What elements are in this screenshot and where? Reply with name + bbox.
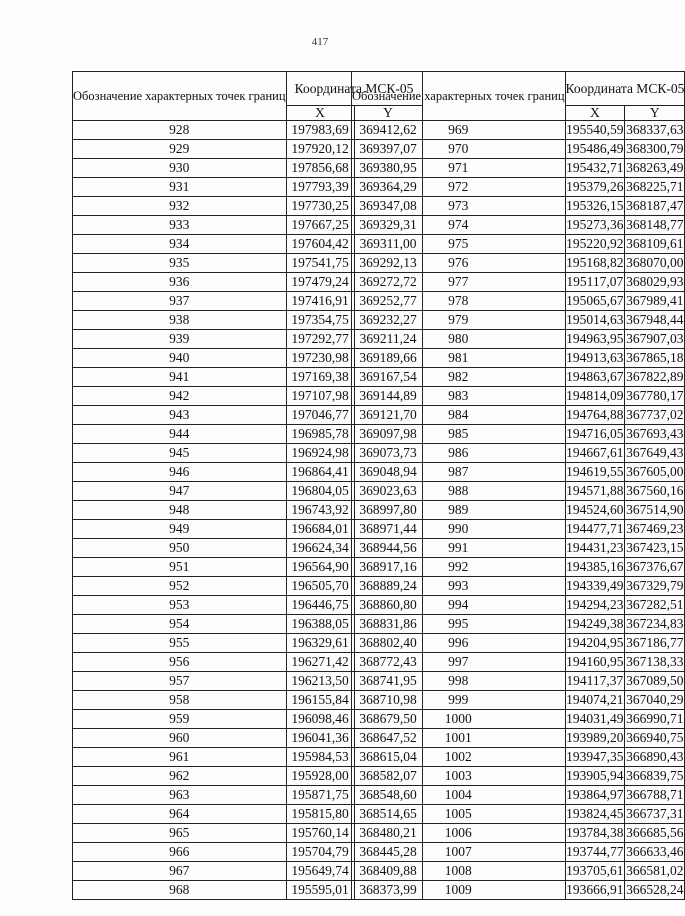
table-row xyxy=(352,824,685,843)
point-number-cell: 935 xyxy=(73,254,287,273)
x-coordinate-cell: 195649,74 xyxy=(286,862,354,881)
point-number-cell: 951 xyxy=(73,558,287,577)
x-coordinate-cell: 195273,36 xyxy=(565,216,625,235)
y-coordinate-cell: 369347,08 xyxy=(354,197,422,216)
point-number-cell: 973 xyxy=(352,197,566,216)
table-row xyxy=(352,463,685,482)
table-row xyxy=(352,368,685,387)
y-coordinate-cell: 369364,29 xyxy=(354,178,422,197)
x-coordinate-cell: 195432,71 xyxy=(565,159,625,178)
point-number-cell: 992 xyxy=(352,558,566,577)
x-coordinate-cell: 196624,34 xyxy=(286,539,354,558)
table-row xyxy=(352,178,685,197)
x-coordinate-cell: 196743,92 xyxy=(286,501,354,520)
point-number-cell: 1008 xyxy=(352,862,566,881)
x-coordinate-cell: 197046,77 xyxy=(286,406,354,425)
point-number-cell: 937 xyxy=(73,292,287,311)
table-row xyxy=(352,786,685,805)
point-number-cell: 958 xyxy=(73,691,287,710)
table-row xyxy=(352,596,685,615)
y-coordinate-cell: 368070,00 xyxy=(625,254,685,273)
point-number-cell: 996 xyxy=(352,634,566,653)
table-row xyxy=(352,273,685,292)
table-row xyxy=(352,577,685,596)
x-coordinate-cell: 194524,60 xyxy=(565,501,625,520)
x-coordinate-cell: 197292,77 xyxy=(286,330,354,349)
x-coordinate-cell: 196329,61 xyxy=(286,634,354,653)
point-number-cell: 1002 xyxy=(352,748,566,767)
point-number-cell: 965 xyxy=(73,824,287,843)
point-number-cell: 987 xyxy=(352,463,566,482)
x-coordinate-cell: 193824,45 xyxy=(565,805,625,824)
point-number-cell: 936 xyxy=(73,273,287,292)
x-coordinate-cell: 196985,78 xyxy=(286,425,354,444)
x-coordinate-cell: 196098,46 xyxy=(286,710,354,729)
table-row xyxy=(352,672,685,691)
point-number-cell: 957 xyxy=(73,672,287,691)
y-coordinate-cell: 366737,31 xyxy=(625,805,685,824)
y-coordinate-cell: 369397,07 xyxy=(354,140,422,159)
point-number-cell: 968 xyxy=(73,881,287,900)
point-number-cell: 981 xyxy=(352,349,566,368)
point-number-cell: 993 xyxy=(352,577,566,596)
point-number-cell: 997 xyxy=(352,653,566,672)
x-coordinate-cell: 196924,98 xyxy=(286,444,354,463)
y-coordinate-cell: 369412,62 xyxy=(354,121,422,140)
x-coordinate-cell: 194863,67 xyxy=(565,368,625,387)
point-number-cell: 945 xyxy=(73,444,287,463)
x-coordinate-cell: 197541,75 xyxy=(286,254,354,273)
table-row xyxy=(352,767,685,786)
point-number-cell: 962 xyxy=(73,767,287,786)
x-coordinate-cell: 195326,15 xyxy=(565,197,625,216)
point-number-cell: 964 xyxy=(73,805,287,824)
y-coordinate-cell: 368917,16 xyxy=(354,558,422,577)
y-coordinate-cell: 369292,13 xyxy=(354,254,422,273)
x-coordinate-cell: 194294,23 xyxy=(565,596,625,615)
point-number-cell: 972 xyxy=(352,178,566,197)
y-coordinate-cell: 367376,67 xyxy=(625,558,685,577)
y-coordinate-cell: 368109,61 xyxy=(625,235,685,254)
point-number-cell: 942 xyxy=(73,387,287,406)
y-coordinate-cell: 368802,40 xyxy=(354,634,422,653)
point-number-cell: 939 xyxy=(73,330,287,349)
point-number-cell: 979 xyxy=(352,311,566,330)
x-coordinate-cell: 194385,16 xyxy=(565,558,625,577)
y-coordinate-cell: 369073,73 xyxy=(354,444,422,463)
y-coordinate-cell: 366581,02 xyxy=(625,862,685,881)
table-row xyxy=(352,292,685,311)
y-coordinate-cell: 368480,21 xyxy=(354,824,422,843)
y-coordinate-cell: 366940,75 xyxy=(625,729,685,748)
y-coordinate-cell: 367514,90 xyxy=(625,501,685,520)
x-coordinate-cell: 195486,49 xyxy=(565,140,625,159)
y-coordinate-cell: 366788,71 xyxy=(625,786,685,805)
table-row xyxy=(352,197,685,216)
y-coordinate-cell: 368710,98 xyxy=(354,691,422,710)
point-number-cell: 998 xyxy=(352,672,566,691)
x-coordinate-cell: 195117,07 xyxy=(565,273,625,292)
point-number-cell: 967 xyxy=(73,862,287,881)
point-number-cell: 985 xyxy=(352,425,566,444)
table-row xyxy=(352,140,685,159)
y-coordinate-cell: 368647,52 xyxy=(354,729,422,748)
table-row xyxy=(352,387,685,406)
y-coordinate-cell: 366890,43 xyxy=(625,748,685,767)
point-number-cell: 1003 xyxy=(352,767,566,786)
point-number-cell: 1009 xyxy=(352,881,566,900)
x-coordinate-cell: 197107,98 xyxy=(286,387,354,406)
point-number-cell: 955 xyxy=(73,634,287,653)
table-row xyxy=(352,406,685,425)
x-coordinate-cell: 194431,23 xyxy=(565,539,625,558)
y-coordinate-cell: 367693,43 xyxy=(625,425,685,444)
x-coordinate-cell: 194160,95 xyxy=(565,653,625,672)
point-number-cell: 990 xyxy=(352,520,566,539)
table-row xyxy=(352,159,685,178)
y-coordinate-cell: 368445,28 xyxy=(354,843,422,862)
y-coordinate-cell: 369232,27 xyxy=(354,311,422,330)
coordinates-table-right xyxy=(351,71,685,900)
header-x-label: X xyxy=(565,106,625,121)
point-number-cell: 970 xyxy=(352,140,566,159)
point-number-cell: 952 xyxy=(73,577,287,596)
point-number-cell: 946 xyxy=(73,463,287,482)
point-number-cell: 974 xyxy=(352,216,566,235)
point-number-cell: 991 xyxy=(352,539,566,558)
x-coordinate-cell: 194716,05 xyxy=(565,425,625,444)
table-row xyxy=(352,634,685,653)
point-number-cell: 949 xyxy=(73,520,287,539)
x-coordinate-cell: 195984,53 xyxy=(286,748,354,767)
x-coordinate-cell: 195595,01 xyxy=(286,881,354,900)
header-coordinate-label: Координата МСК-05 xyxy=(565,72,685,106)
point-number-cell: 954 xyxy=(73,615,287,634)
point-number-cell: 963 xyxy=(73,786,287,805)
x-coordinate-cell: 194204,95 xyxy=(565,634,625,653)
x-coordinate-cell: 197416,91 xyxy=(286,292,354,311)
x-coordinate-cell: 195760,14 xyxy=(286,824,354,843)
header-x-label: X xyxy=(286,106,354,121)
y-coordinate-cell: 369311,00 xyxy=(354,235,422,254)
table-row xyxy=(352,710,685,729)
x-coordinate-cell: 197667,25 xyxy=(286,216,354,235)
y-coordinate-cell: 368029,93 xyxy=(625,273,685,292)
table-row xyxy=(352,216,685,235)
point-number-cell: 956 xyxy=(73,653,287,672)
x-coordinate-cell: 196505,70 xyxy=(286,577,354,596)
point-number-cell: 1005 xyxy=(352,805,566,824)
y-coordinate-cell: 369121,70 xyxy=(354,406,422,425)
x-coordinate-cell: 197479,24 xyxy=(286,273,354,292)
x-coordinate-cell: 196446,75 xyxy=(286,596,354,615)
y-coordinate-cell: 367989,41 xyxy=(625,292,685,311)
x-coordinate-cell: 196041,36 xyxy=(286,729,354,748)
table-row xyxy=(352,520,685,539)
x-coordinate-cell: 194339,49 xyxy=(565,577,625,596)
y-coordinate-cell: 369144,89 xyxy=(354,387,422,406)
x-coordinate-cell: 196564,90 xyxy=(286,558,354,577)
x-coordinate-cell: 197856,68 xyxy=(286,159,354,178)
x-coordinate-cell: 195928,00 xyxy=(286,767,354,786)
x-coordinate-cell: 197793,39 xyxy=(286,178,354,197)
y-coordinate-cell: 368409,88 xyxy=(354,862,422,881)
x-coordinate-cell: 197983,69 xyxy=(286,121,354,140)
point-number-cell: 989 xyxy=(352,501,566,520)
x-coordinate-cell: 195815,80 xyxy=(286,805,354,824)
point-number-cell: 975 xyxy=(352,235,566,254)
x-coordinate-cell: 194667,61 xyxy=(565,444,625,463)
y-coordinate-cell: 368679,50 xyxy=(354,710,422,729)
table-row xyxy=(352,121,685,140)
table-row xyxy=(352,881,685,900)
x-coordinate-cell: 194031,49 xyxy=(565,710,625,729)
x-coordinate-cell: 197354,75 xyxy=(286,311,354,330)
table-row xyxy=(352,482,685,501)
y-coordinate-cell: 368831,86 xyxy=(354,615,422,634)
point-number-cell: 948 xyxy=(73,501,287,520)
x-coordinate-cell: 193744,77 xyxy=(565,843,625,862)
point-number-cell: 953 xyxy=(73,596,287,615)
y-coordinate-cell: 369252,77 xyxy=(354,292,422,311)
x-coordinate-cell: 197169,38 xyxy=(286,368,354,387)
point-number-cell: 1004 xyxy=(352,786,566,805)
y-coordinate-cell: 367865,18 xyxy=(625,349,685,368)
x-coordinate-cell: 194477,71 xyxy=(565,520,625,539)
x-coordinate-cell: 195220,92 xyxy=(565,235,625,254)
x-coordinate-cell: 193784,38 xyxy=(565,824,625,843)
point-number-cell: 944 xyxy=(73,425,287,444)
y-coordinate-cell: 369211,24 xyxy=(354,330,422,349)
header-point-label: Обозначение характерных точек границ xyxy=(73,72,287,121)
y-coordinate-cell: 369097,98 xyxy=(354,425,422,444)
point-number-cell: 994 xyxy=(352,596,566,615)
x-coordinate-cell: 194814,09 xyxy=(565,387,625,406)
point-number-cell: 1000 xyxy=(352,710,566,729)
y-coordinate-cell: 368373,99 xyxy=(354,881,422,900)
x-coordinate-cell: 193705,61 xyxy=(565,862,625,881)
y-coordinate-cell: 369380,95 xyxy=(354,159,422,178)
y-coordinate-cell: 367907,03 xyxy=(625,330,685,349)
y-coordinate-cell: 367737,02 xyxy=(625,406,685,425)
x-coordinate-cell: 197920,12 xyxy=(286,140,354,159)
point-number-cell: 940 xyxy=(73,349,287,368)
x-coordinate-cell: 196864,41 xyxy=(286,463,354,482)
y-coordinate-cell: 367138,33 xyxy=(625,653,685,672)
y-coordinate-cell: 368860,80 xyxy=(354,596,422,615)
table-row xyxy=(352,748,685,767)
x-coordinate-cell: 196213,50 xyxy=(286,672,354,691)
table-row xyxy=(352,501,685,520)
y-coordinate-cell: 369167,54 xyxy=(354,368,422,387)
x-coordinate-cell: 194764,88 xyxy=(565,406,625,425)
x-coordinate-cell: 195065,67 xyxy=(565,292,625,311)
point-number-cell: 932 xyxy=(73,197,287,216)
table-row xyxy=(352,539,685,558)
x-coordinate-cell: 194117,37 xyxy=(565,672,625,691)
point-number-cell: 959 xyxy=(73,710,287,729)
point-number-cell: 986 xyxy=(352,444,566,463)
x-coordinate-cell: 197604,42 xyxy=(286,235,354,254)
y-coordinate-cell: 368997,80 xyxy=(354,501,422,520)
x-coordinate-cell: 197730,25 xyxy=(286,197,354,216)
point-number-cell: 938 xyxy=(73,311,287,330)
y-coordinate-cell: 367186,77 xyxy=(625,634,685,653)
table-row xyxy=(352,805,685,824)
x-coordinate-cell: 197230,98 xyxy=(286,349,354,368)
y-coordinate-cell: 368514,65 xyxy=(354,805,422,824)
x-coordinate-cell: 194963,95 xyxy=(565,330,625,349)
point-number-cell: 947 xyxy=(73,482,287,501)
point-number-cell: 930 xyxy=(73,159,287,178)
point-number-cell: 980 xyxy=(352,330,566,349)
point-number-cell: 1001 xyxy=(352,729,566,748)
point-number-cell: 928 xyxy=(73,121,287,140)
x-coordinate-cell: 196684,01 xyxy=(286,520,354,539)
point-number-cell: 943 xyxy=(73,406,287,425)
y-coordinate-cell: 368337,63 xyxy=(625,121,685,140)
y-coordinate-cell: 368225,71 xyxy=(625,178,685,197)
y-coordinate-cell: 366685,56 xyxy=(625,824,685,843)
y-coordinate-cell: 366528,24 xyxy=(625,881,685,900)
page-number: 417 xyxy=(311,36,329,48)
table-row xyxy=(352,254,685,273)
y-coordinate-cell: 368263,49 xyxy=(625,159,685,178)
point-number-cell: 929 xyxy=(73,140,287,159)
table-row xyxy=(352,691,685,710)
y-coordinate-cell: 367089,50 xyxy=(625,672,685,691)
x-coordinate-cell: 194913,63 xyxy=(565,349,625,368)
y-coordinate-cell: 366990,71 xyxy=(625,710,685,729)
point-number-cell: 988 xyxy=(352,482,566,501)
table-row xyxy=(352,349,685,368)
header-y-label: Y xyxy=(354,106,422,121)
y-coordinate-cell: 367605,00 xyxy=(625,463,685,482)
y-coordinate-cell: 368300,79 xyxy=(625,140,685,159)
x-coordinate-cell: 195168,82 xyxy=(565,254,625,273)
x-coordinate-cell: 195014,63 xyxy=(565,311,625,330)
header-y-label: Y xyxy=(625,106,685,121)
table-row xyxy=(352,235,685,254)
y-coordinate-cell: 368741,95 xyxy=(354,672,422,691)
point-number-cell: 1006 xyxy=(352,824,566,843)
y-coordinate-cell: 368772,43 xyxy=(354,653,422,672)
y-coordinate-cell: 369189,66 xyxy=(354,349,422,368)
y-coordinate-cell: 368615,04 xyxy=(354,748,422,767)
table-row xyxy=(352,311,685,330)
point-number-cell: 983 xyxy=(352,387,566,406)
x-coordinate-cell: 196271,42 xyxy=(286,653,354,672)
x-coordinate-cell: 193947,35 xyxy=(565,748,625,767)
y-coordinate-cell: 366633,46 xyxy=(625,843,685,862)
y-coordinate-cell: 368971,44 xyxy=(354,520,422,539)
x-coordinate-cell: 194571,88 xyxy=(565,482,625,501)
x-coordinate-cell: 194619,55 xyxy=(565,463,625,482)
point-number-cell: 982 xyxy=(352,368,566,387)
y-coordinate-cell: 369329,31 xyxy=(354,216,422,235)
x-coordinate-cell: 195871,75 xyxy=(286,786,354,805)
x-coordinate-cell: 193864,97 xyxy=(565,786,625,805)
y-coordinate-cell: 368944,56 xyxy=(354,539,422,558)
point-number-cell: 976 xyxy=(352,254,566,273)
table-body-right xyxy=(352,121,685,900)
x-coordinate-cell: 196388,05 xyxy=(286,615,354,634)
y-coordinate-cell: 367649,43 xyxy=(625,444,685,463)
point-number-cell: 961 xyxy=(73,748,287,767)
point-number-cell: 960 xyxy=(73,729,287,748)
y-coordinate-cell: 367423,15 xyxy=(625,539,685,558)
y-coordinate-cell: 367948,44 xyxy=(625,311,685,330)
point-number-cell: 969 xyxy=(352,121,566,140)
header-coordinate-label: Координата МСК-05 xyxy=(286,72,422,106)
x-coordinate-cell: 194249,38 xyxy=(565,615,625,634)
y-coordinate-cell: 369023,63 xyxy=(354,482,422,501)
y-coordinate-cell: 368148,77 xyxy=(625,216,685,235)
x-coordinate-cell: 193666,91 xyxy=(565,881,625,900)
y-coordinate-cell: 367282,51 xyxy=(625,596,685,615)
point-number-cell: 1007 xyxy=(352,843,566,862)
table-row xyxy=(352,444,685,463)
point-number-cell: 933 xyxy=(73,216,287,235)
x-coordinate-cell: 193989,20 xyxy=(565,729,625,748)
y-coordinate-cell: 367040,29 xyxy=(625,691,685,710)
x-coordinate-cell: 196155,84 xyxy=(286,691,354,710)
table-row xyxy=(352,558,685,577)
table-row xyxy=(352,425,685,444)
y-coordinate-cell: 367560,16 xyxy=(625,482,685,501)
point-number-cell: 999 xyxy=(352,691,566,710)
x-coordinate-cell: 193905,94 xyxy=(565,767,625,786)
y-coordinate-cell: 368582,07 xyxy=(354,767,422,786)
point-number-cell: 941 xyxy=(73,368,287,387)
y-coordinate-cell: 368889,24 xyxy=(354,577,422,596)
x-coordinate-cell: 194074,21 xyxy=(565,691,625,710)
y-coordinate-cell: 367780,17 xyxy=(625,387,685,406)
y-coordinate-cell: 366839,75 xyxy=(625,767,685,786)
point-number-cell: 995 xyxy=(352,615,566,634)
y-coordinate-cell: 368548,60 xyxy=(354,786,422,805)
table-row xyxy=(352,862,685,881)
y-coordinate-cell: 369048,94 xyxy=(354,463,422,482)
point-number-cell: 950 xyxy=(73,539,287,558)
x-coordinate-cell: 195540,59 xyxy=(565,121,625,140)
y-coordinate-cell: 367329,79 xyxy=(625,577,685,596)
point-number-cell: 984 xyxy=(352,406,566,425)
table-row xyxy=(352,330,685,349)
y-coordinate-cell: 367822,89 xyxy=(625,368,685,387)
x-coordinate-cell: 196804,05 xyxy=(286,482,354,501)
table-row xyxy=(352,653,685,672)
x-coordinate-cell: 195704,79 xyxy=(286,843,354,862)
x-coordinate-cell: 195379,26 xyxy=(565,178,625,197)
point-number-cell: 966 xyxy=(73,843,287,862)
point-number-cell: 971 xyxy=(352,159,566,178)
point-number-cell: 977 xyxy=(352,273,566,292)
point-number-cell: 978 xyxy=(352,292,566,311)
y-coordinate-cell: 367234,83 xyxy=(625,615,685,634)
point-number-cell: 934 xyxy=(73,235,287,254)
table-row xyxy=(352,729,685,748)
table-row xyxy=(352,615,685,634)
header-point-label: Обозначение характерных точек границ xyxy=(352,72,566,121)
y-coordinate-cell: 368187,47 xyxy=(625,197,685,216)
table-row xyxy=(352,843,685,862)
y-coordinate-cell: 369272,72 xyxy=(354,273,422,292)
y-coordinate-cell: 367469,23 xyxy=(625,520,685,539)
point-number-cell: 931 xyxy=(73,178,287,197)
